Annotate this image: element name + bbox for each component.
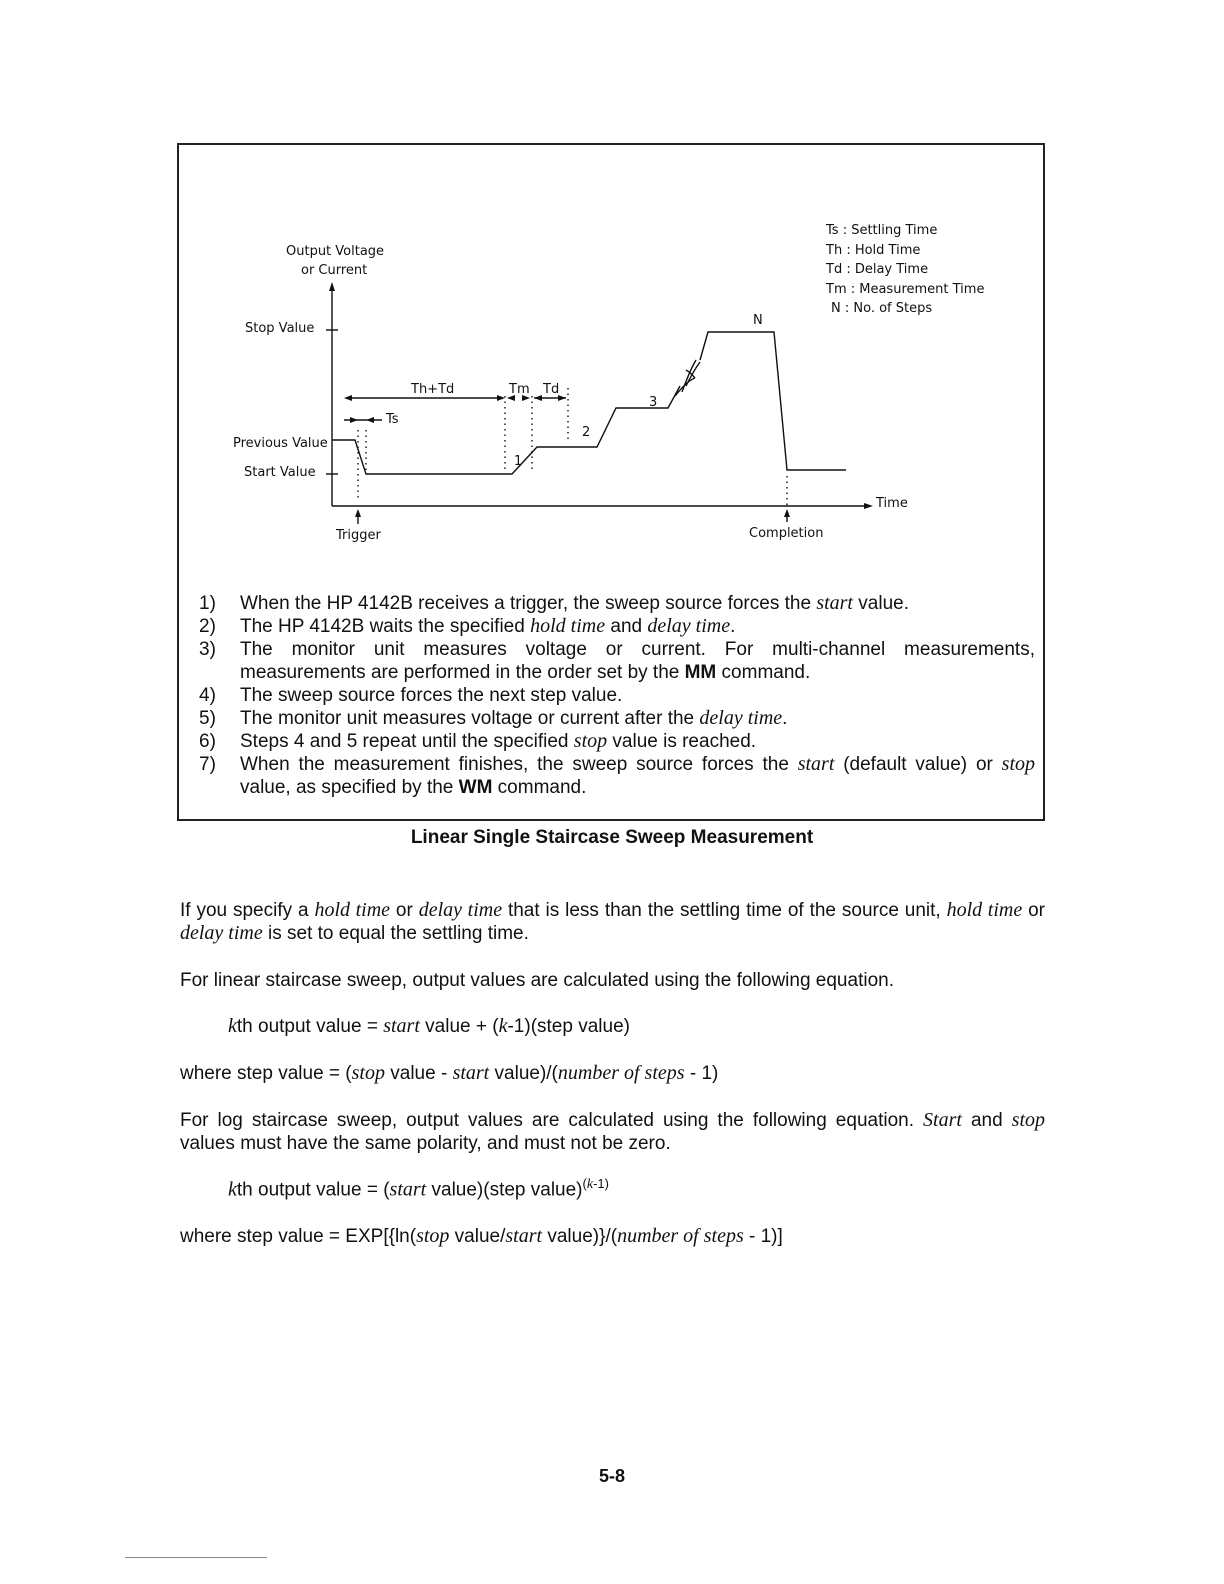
waveform-lower xyxy=(332,386,680,474)
steps-list xyxy=(199,592,1035,799)
legend-item: Ts : Settling Time xyxy=(826,223,938,238)
equation-log-output: kth output value = (start value)(step value)$^{(k-1)}$ xyxy=(228,1176,609,1201)
paragraph-log: For log staircase sweep, output values are calculated using the following equation. Start and stop values must have the same polarity, and must not be zero. xyxy=(180,1109,1046,1154)
page-number: 5-8 xyxy=(598,1466,625,1486)
y-axis-arrow-icon xyxy=(329,282,335,291)
th-td-label: Th+Td xyxy=(411,382,455,397)
arrow-left-icon xyxy=(344,395,352,401)
arrow-right-icon xyxy=(350,417,358,423)
arrow-up-icon xyxy=(355,509,361,517)
legend-item: Tm : Measurement Time xyxy=(826,281,985,297)
ts-label: Ts xyxy=(386,412,399,427)
list-item: 6) Steps 4 and 5 repeat until the specified stop value is reached. xyxy=(199,730,757,752)
legend xyxy=(826,221,984,319)
trigger-label: Trigger xyxy=(336,528,381,543)
list-item: 7) When the measurement finishes, the sweep source forces the start (default value) or stop value, as specified by the WM command. xyxy=(199,753,1035,798)
completion-label: Completion xyxy=(749,526,824,541)
waveform-upper xyxy=(700,332,846,470)
paragraph-linear: For linear staircase sweep, output values are calculated using the following equation. xyxy=(180,970,894,991)
step-n-label: N xyxy=(753,313,763,328)
footer-rule xyxy=(125,1557,267,1558)
list-item: 4) The sweep source forces the next step value. xyxy=(199,685,623,706)
arrow-right-icon xyxy=(497,395,505,401)
step-3-label: 3 xyxy=(649,395,658,410)
tm-label: Tm xyxy=(509,382,530,397)
figure-caption: Linear Single Staircase Sweep Measurement xyxy=(410,827,814,848)
arrow-left-icon xyxy=(534,395,542,401)
arrow-up-icon xyxy=(784,509,790,517)
legend-item: Th : Hold Time xyxy=(826,242,921,258)
previous-value-label: Previous Value xyxy=(233,436,328,451)
list-item: 3) The monitor unit measures voltage or current. For multi-channel measurements, measurements are performed in the order set by the MM command. xyxy=(199,639,1035,683)
time-axis-label: Time xyxy=(876,496,908,511)
list-item: 2) The HP 4142B waits the specified hold time and delay time. xyxy=(199,615,736,637)
waveform-break xyxy=(682,360,700,392)
y-axis-label-1: Output Voltage xyxy=(286,244,385,259)
equation-log-step: where step value = EXP[{ln(stop value/start value)}/(number of steps - 1)] xyxy=(180,1225,783,1247)
td-label: Td xyxy=(543,382,560,397)
equation-linear-output: kth output value = start value + (k-1)(step value) xyxy=(228,1015,630,1037)
paragraph-hold-delay: If you specify a hold time or delay time that is less than the settling time of the source unit, hold time or delay time is set to equal the settling time. xyxy=(180,899,1045,944)
step-2-label: 2 xyxy=(582,425,591,440)
list-item: 5) The monitor unit measures voltage or current after the delay time. xyxy=(199,707,788,729)
legend-item: Td : Delay Time xyxy=(826,262,929,278)
start-value-label: Start Value xyxy=(244,465,316,480)
step-1-label: 1 xyxy=(514,454,523,469)
x-axis-arrow-icon xyxy=(864,503,873,509)
arrow-left-icon xyxy=(366,417,374,423)
legend-item: N : No. of Steps xyxy=(831,301,933,317)
y-axis-label-2: or Current xyxy=(301,263,368,278)
list-item: 1) When the HP 4142B receives a trigger, the sweep source forces the start value. xyxy=(199,592,909,614)
stop-value-label: Stop Value xyxy=(245,321,315,336)
equation-linear-step: where step value = (stop value - start value)/(number of steps - 1) xyxy=(180,1062,719,1084)
